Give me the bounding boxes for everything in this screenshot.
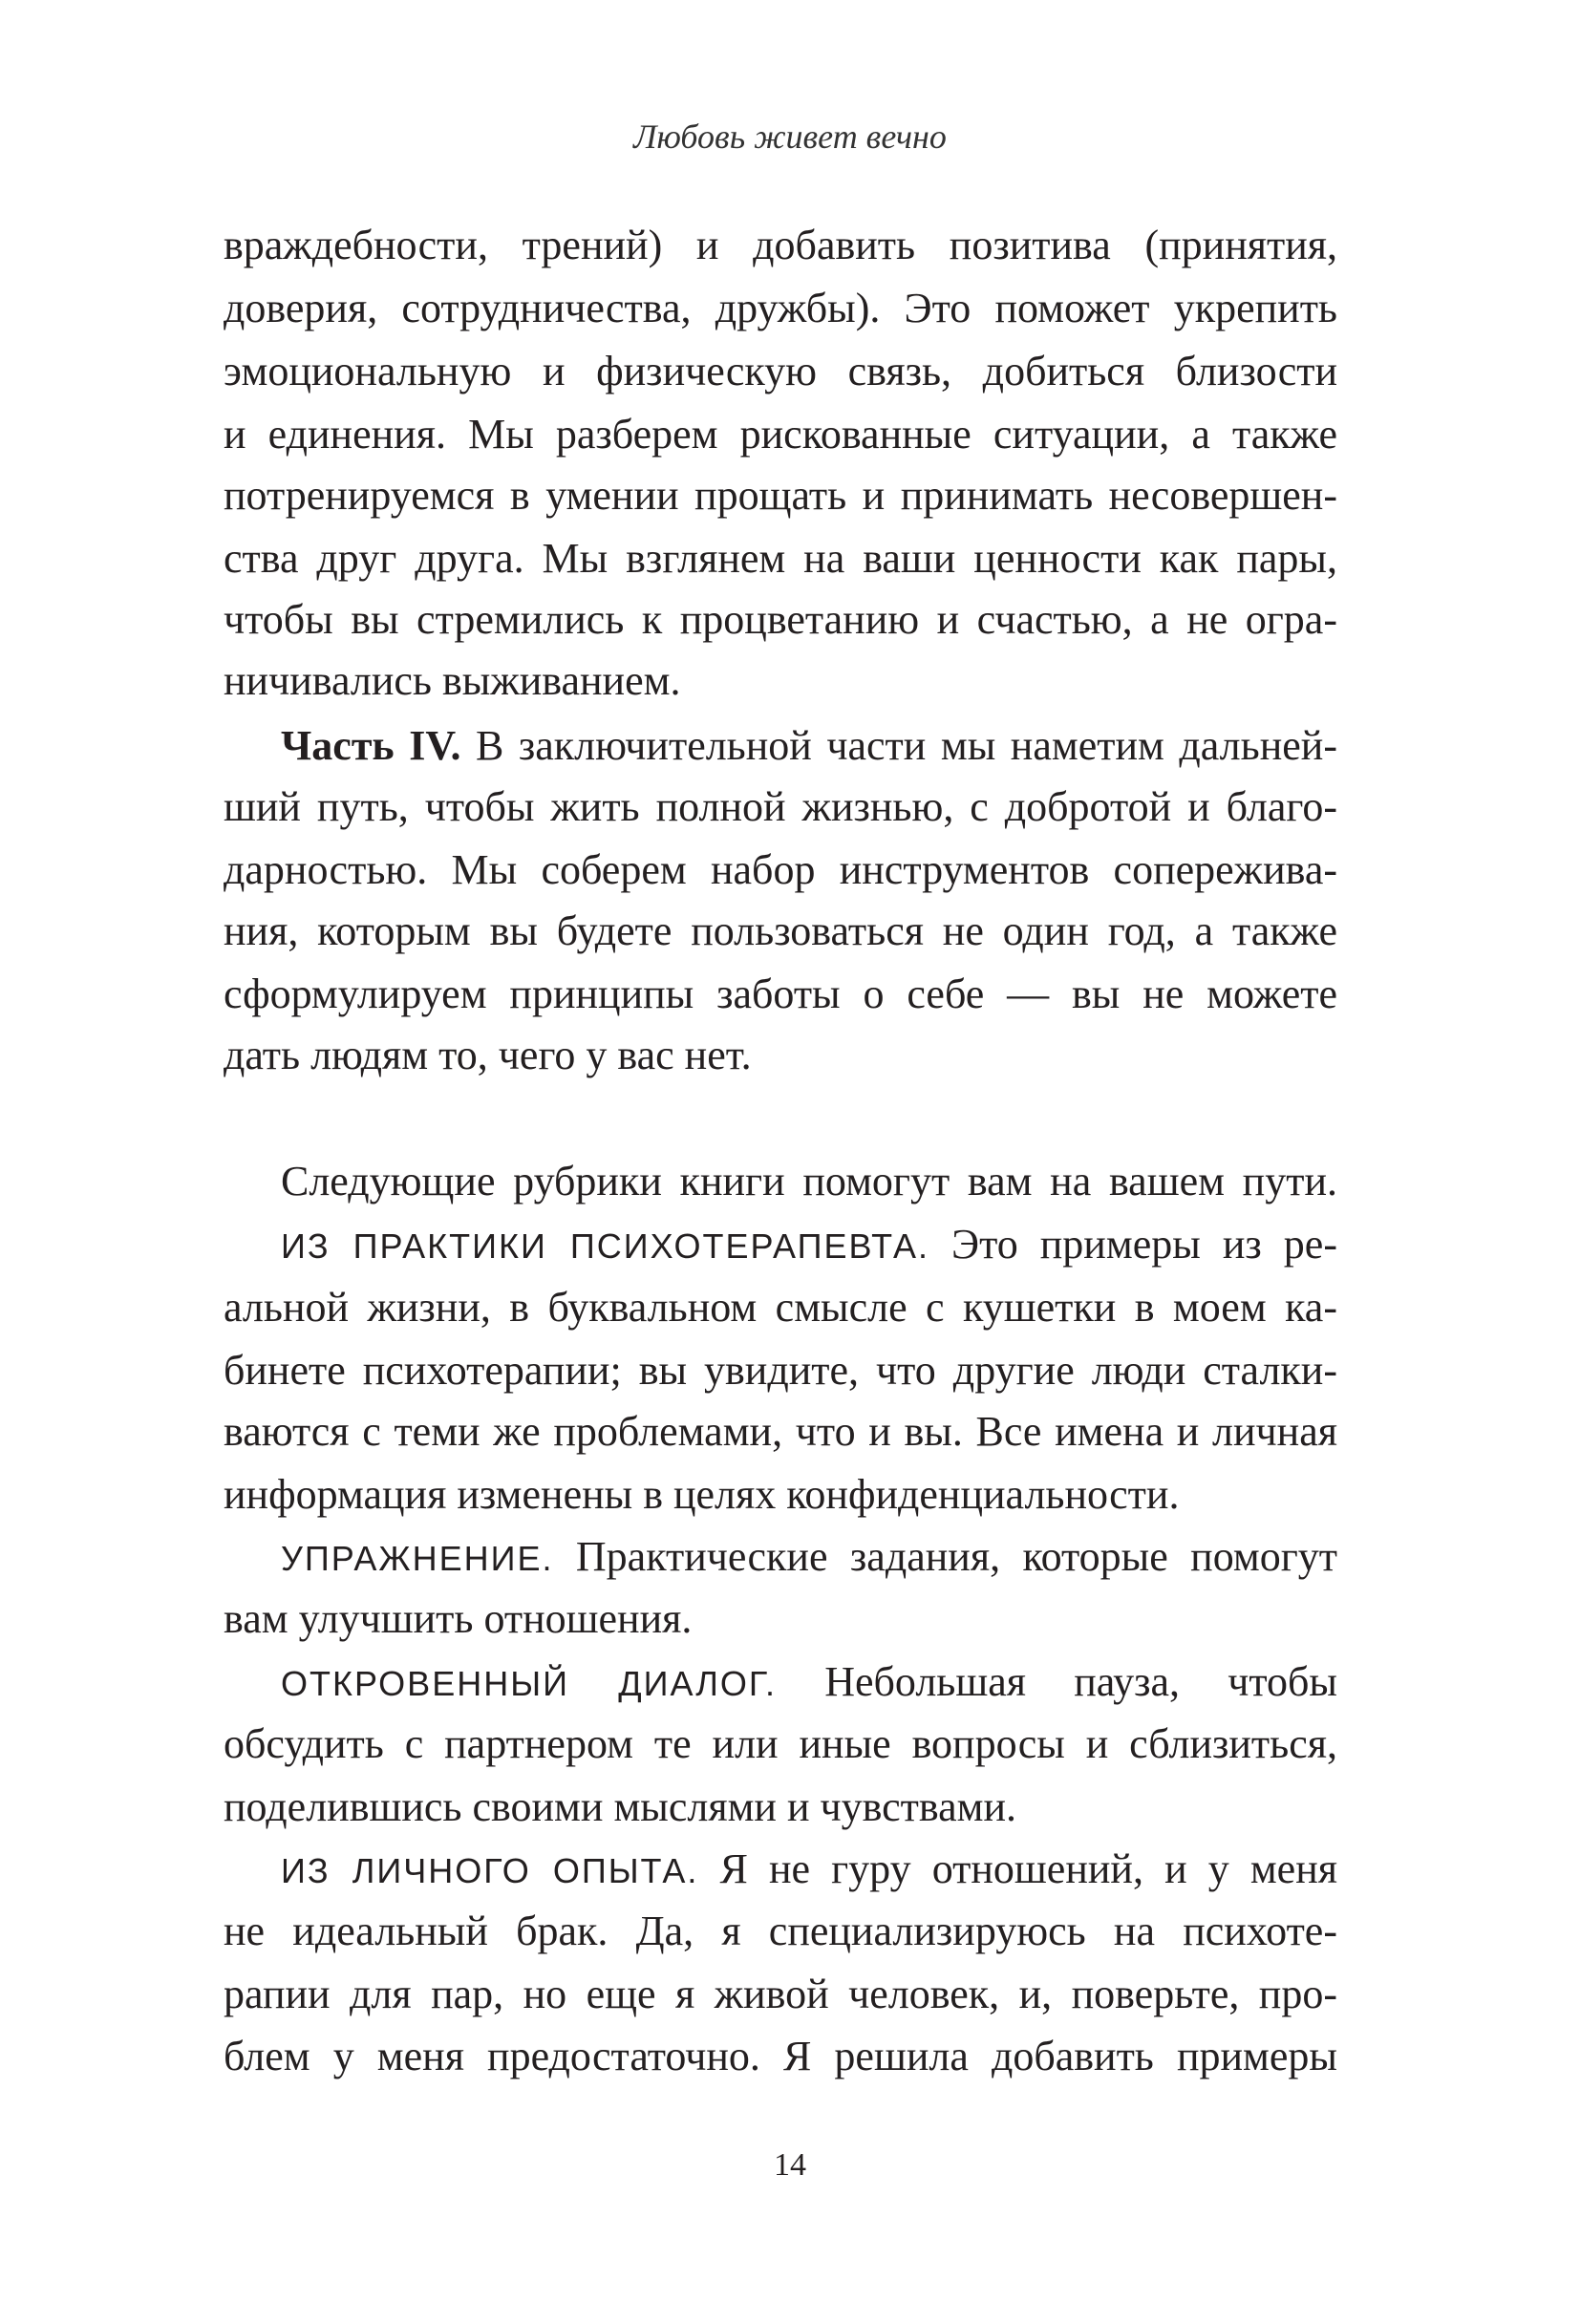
text-line xyxy=(224,340,1337,403)
text-line xyxy=(224,2025,1337,2088)
line-text: рапии для пар, но еще я живой человек, и, поверьте, про- xyxy=(224,1971,1337,2017)
line-text: потренируемся в умении прощать и принимать несовершен- xyxy=(224,472,1337,519)
text-line xyxy=(281,1525,1337,1588)
text-line xyxy=(281,1651,1337,1714)
text-line xyxy=(224,1963,1337,2026)
line-text: дать людям то, чего у вас нет. xyxy=(224,1032,752,1078)
rubric-label: ИЗ ПРАКТИКИ ПСИХОТЕРАПЕВТА. xyxy=(281,1226,929,1266)
line-text: обсудить с партнером те или иные вопросы и сблизиться, xyxy=(224,1720,1337,1767)
line-text: чтобы вы стремились к процветанию и счастью, а не огра- xyxy=(224,596,1337,643)
text-line xyxy=(224,277,1337,340)
line-text: В заключительной части мы наметим дальней- xyxy=(460,722,1337,769)
line-text: поделившись своими мыслями и чувствами. xyxy=(224,1783,1017,1830)
line-text: Я не гуру отношений, и у меня xyxy=(698,1845,1337,1892)
text-line xyxy=(224,776,1337,839)
line-text: дарностью. Мы соберем набор инструментов сопережива- xyxy=(224,846,1337,893)
text-line xyxy=(224,1024,1337,1087)
line-text: бинете психотерапии; вы увидите, что другие люди сталки- xyxy=(224,1347,1337,1394)
line-text: доверия, сотрудничества, дружбы). Это поможет укрепить xyxy=(224,285,1337,331)
rubric-label: ИЗ ЛИЧНОГО ОПЫТА. xyxy=(281,1851,699,1890)
line-text: не идеальный брак. Да, я специализируюсь на психоте- xyxy=(224,1908,1337,1954)
rubric-label: УПРАЖНЕНИЕ. xyxy=(281,1539,554,1578)
text-line xyxy=(224,1339,1337,1402)
line-text: враждебности, трений) и добавить позитива (принятия, xyxy=(224,222,1337,268)
text-line xyxy=(224,527,1337,590)
line-text: ния, которым вы будете пользоваться не один год, а также xyxy=(224,907,1337,954)
line-text: Следующие рубрики книги помогут вам на вашем пути. xyxy=(281,1158,1337,1205)
text-line xyxy=(281,1213,1337,1276)
text-line xyxy=(224,1276,1337,1339)
text-line xyxy=(224,1463,1337,1526)
text-line xyxy=(224,1588,1337,1651)
text-line xyxy=(281,1150,1337,1213)
line-text: эмоциональную и физическую связь, добиться близости xyxy=(224,348,1337,394)
rubric-label: ОТКРОВЕННЫЙ ДИАЛОГ. xyxy=(281,1664,777,1703)
line-text: Практические задания, которые помогут xyxy=(553,1533,1337,1580)
text-line xyxy=(281,714,1337,778)
text-line xyxy=(224,403,1337,466)
line-text: ства друг друга. Мы взглянем на ваши ценности как пары, xyxy=(224,535,1337,582)
text-line xyxy=(224,588,1337,651)
line-text: альной жизни, в буквальном смысле с кушетки в моем ка- xyxy=(224,1284,1337,1331)
text-line xyxy=(224,839,1337,902)
line-text: информация изменены в целях конфиденциальности. xyxy=(224,1471,1180,1518)
line-text: Небольшая пауза, чтобы xyxy=(776,1658,1337,1705)
text-line xyxy=(224,1776,1337,1839)
text-line xyxy=(224,900,1337,963)
line-text: сформулируем принципы заботы о себе — вы не можете xyxy=(224,970,1337,1017)
line-text: ваются с теми же проблемами, что и вы. Все имена и личная xyxy=(224,1408,1337,1455)
page-number: 14 xyxy=(774,2147,806,2183)
line-text: ший путь, чтобы жить полной жизнью, с добротой и благо- xyxy=(224,783,1337,830)
line-text: Это примеры из ре- xyxy=(929,1221,1337,1268)
text-line xyxy=(224,963,1337,1026)
text-line xyxy=(224,650,1337,713)
text-line xyxy=(224,1400,1337,1463)
line-text: ничивались выживанием. xyxy=(224,657,681,704)
text-line xyxy=(281,1838,1337,1901)
text-line xyxy=(224,1713,1337,1776)
line-text: блем у меня предостаточно. Я решила добавить примеры xyxy=(224,2033,1337,2079)
text-line xyxy=(224,214,1337,277)
section-label: Часть IV. xyxy=(281,722,461,769)
line-text: и единения. Мы разберем рискованные ситуации, а также xyxy=(224,411,1337,458)
text-line xyxy=(224,1900,1337,1963)
line-text: вам улучшить отношения. xyxy=(224,1595,693,1642)
text-line xyxy=(224,464,1337,527)
running-header: Любовь живет вечно xyxy=(633,117,947,156)
